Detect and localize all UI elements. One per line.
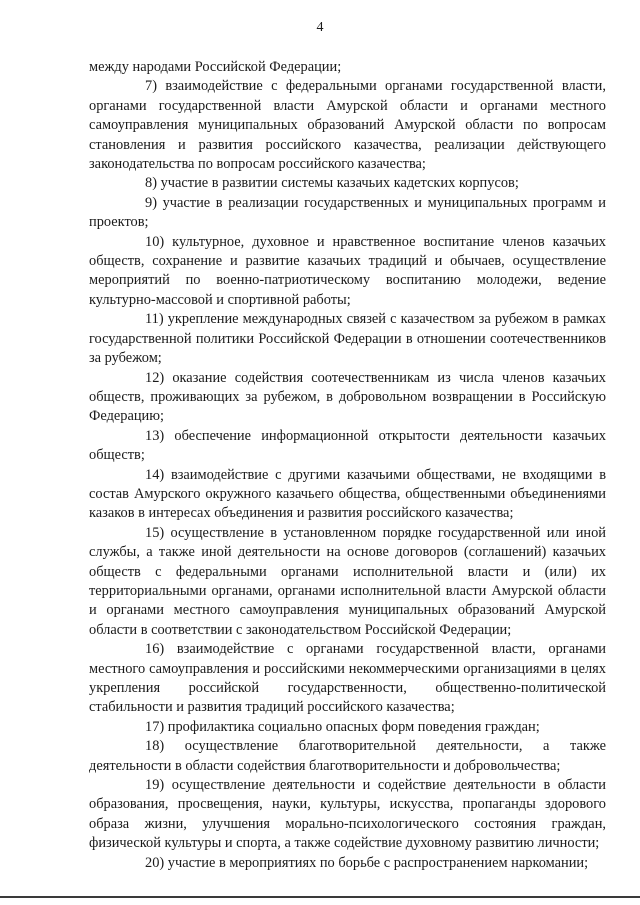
document-body <box>89 58 606 873</box>
page-number: 4 <box>316 20 324 35</box>
paragraph-continuation: между народами Российской Федерации; <box>89 59 342 75</box>
list-item-20: 20) участие в мероприятиях по борьбе с распространением наркомании; <box>145 854 589 871</box>
list-item-14: 14) взаимодействие с другими казачьими обществами, не входящими в состав Амурского окружного казачьего общества, общественными объединениями казаков в интересах объединения и развития российского казачества; <box>89 466 606 522</box>
list-item-17: 17) профилактика социально опасных форм поведения граждан; <box>145 718 540 735</box>
list-item-15: 15) осуществление в установленном порядке государственной или иной службы, а также иной деятельности на основе договоров (соглашений) казачьих обществ с федеральными органами исполнительной власти и (или) их территориальными органами, органами исполнительной власти Амурской области и органами местного самоуправления муниципальных образований Амурской области в соответствии с законодательством Российской Федерации; <box>89 524 606 638</box>
list-item-19: 19) осуществление деятельности и содействие деятельности в области образования, просвещения, науки, культуры, искусства, пропаганды здорового образа жизни, улучшения морально-психологического состояния граждан, физической культуры и спорта, а также содействие духовному развитию личности; <box>89 777 606 852</box>
list-item-7: 7) взаимодействие с федеральными органами государственной власти, органами государственной власти Амурской области и органами местного самоуправления муниципальных образований Амурской области по вопросам становления и развития российского казачества, реализации действующего законодательства по вопросам российского казачества; <box>89 78 606 173</box>
list-item-8: 8) участие в развитии системы казачьих кадетских корпусов; <box>145 175 519 192</box>
list-item-9: 9) участие в реализации государственных и муниципальных программ и проектов; <box>89 194 606 231</box>
list-item-18: 18) осуществление благотворительной деятельности, а также деятельности в области содействия благотворительности и добровольчества; <box>89 738 606 774</box>
list-item-13: 13) обеспечение информационной открытости деятельности казачьих обществ; <box>89 427 606 464</box>
list-item-12: 12) оказание содействия соотечественникам из числа членов казачьих обществ, проживающих за рубежом, в добровольном возвращении в Российскую Федерацию; <box>89 369 606 425</box>
list-item-11: 11) укрепление международных связей с казачеством за рубежом в рамках государственной политики Российской Федерации в отношении соотечественников за рубежом; <box>89 311 606 367</box>
list-item-10: 10) культурное, духовное и нравственное воспитание членов казачьих обществ, сохранение и развитие казачьих традиций и обычаев, осуществление мероприятий по военно-патриотическому воспитанию молодежи, ведение культурно-массовой и спортивной работы; <box>89 233 606 308</box>
scan-edge-line <box>0 896 640 898</box>
list-item-16: 16) взаимодействие с органами государственной власти, органами местного самоуправления и российскими некоммерческими организациями в целях укрепления российской государственности, общественно-политической стабильности и развития традиций российского казачества; <box>89 641 606 716</box>
